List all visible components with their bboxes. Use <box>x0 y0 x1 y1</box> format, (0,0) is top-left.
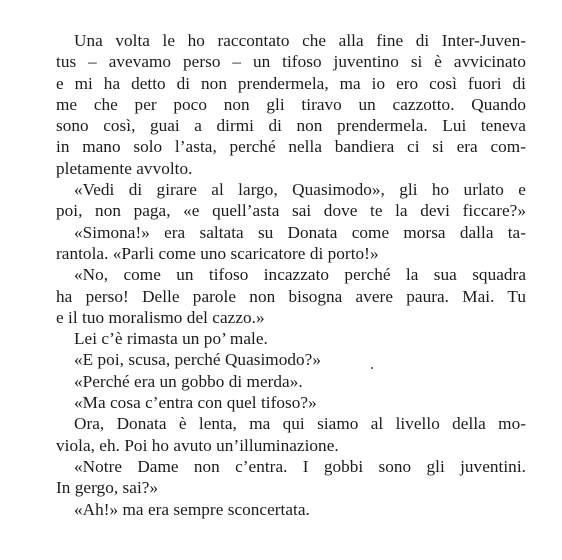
text-line: «No, come un tifoso incazzato perché la sua squadra <box>74 265 526 285</box>
text-block <box>56 30 526 520</box>
text-line: in mano solo l’asta, perché nella bandiera ci si era com- <box>56 137 526 157</box>
text-line: «Ma cosa c’entra con quel tifoso?» <box>74 393 317 413</box>
text-line: e il tuo moralismo del cazzo.» <box>56 307 265 327</box>
paper-speck <box>371 367 373 369</box>
text-line: viola, eh. Poi ho avuto un’illuminazione. <box>56 435 339 455</box>
text-line: me che per poco non gli tiravo un cazzotto. Quando <box>56 94 526 114</box>
text-line: sono così, guai a dirmi di non prendermela. Lui teneva <box>56 116 526 136</box>
text-line: pletamente avvolto. <box>56 158 193 178</box>
text-line: Lei c’è rimasta un po’ male. <box>74 329 268 349</box>
text-line: «Ah!» ma era sempre sconcertata. <box>74 499 310 519</box>
text-line: tus – avevamo perso – un tifoso juventino si è avvicinato <box>56 52 526 72</box>
text-line: Ora, Donata è lenta, ma qui siamo al livello della mo- <box>74 414 526 434</box>
text-line: «Notre Dame non c’entra. I gobbi sono gli juventini. <box>74 456 526 476</box>
text-line: «Vedi di girare al largo, Quasimodo», gli ho urlato e <box>74 180 526 200</box>
text-line: «E poi, scusa, perché Quasimodo?» <box>74 350 321 370</box>
text-line: ha perso! Delle parole non bisogna avere paura. Mai. Tu <box>56 286 526 306</box>
text-line: e mi ha detto di non prendermela, ma io ero così fuori di <box>56 73 526 93</box>
text-line: «Simona!» era saltata su Donata come morsa dalla ta- <box>74 222 526 242</box>
text-line: In gergo, sai?» <box>56 478 159 498</box>
text-line: «Perché era un gobbo di merda». <box>74 371 303 391</box>
text-line: poi, non paga, «e quell’asta sai dove te la devi ficcare?» <box>56 201 526 221</box>
text-line: Una volta le ho raccontato che alla fine di Inter-Juven- <box>74 31 526 50</box>
text-line: rantola. «Parli come uno scaricatore di porto!» <box>56 243 379 263</box>
